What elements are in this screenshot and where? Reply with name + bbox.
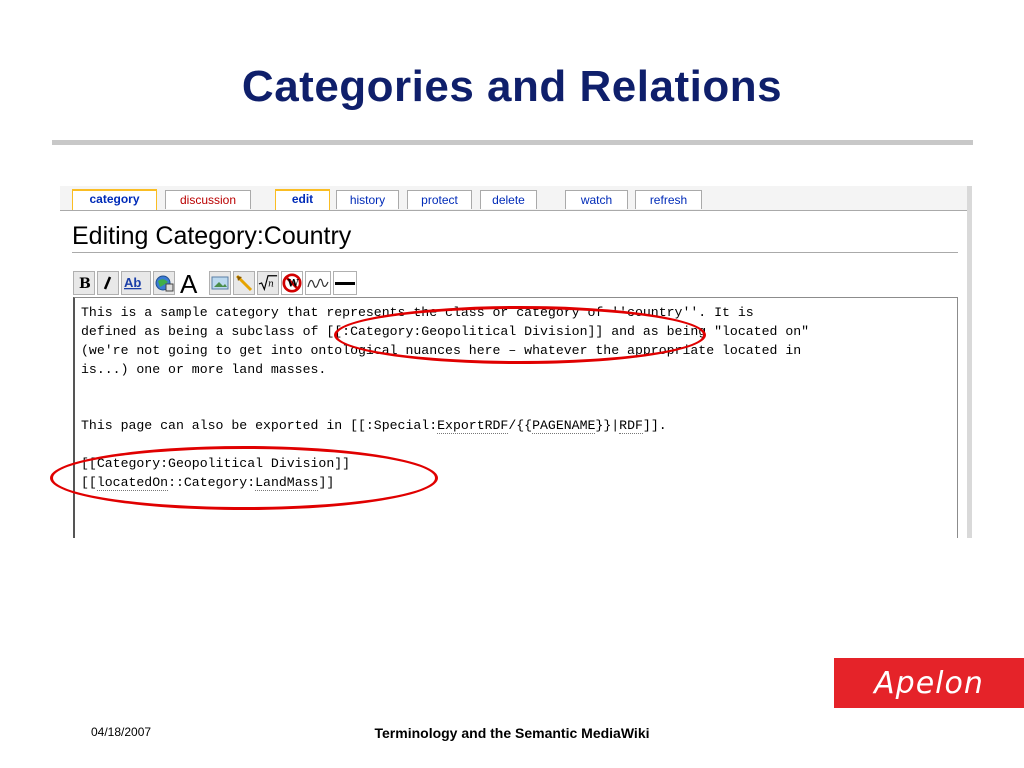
bold-icon[interactable] <box>73 271 95 295</box>
tab-watch[interactable]: watch <box>565 190 628 209</box>
footer-title: Terminology and the Semantic MediaWiki <box>374 725 650 741</box>
media-icon[interactable] <box>233 271 255 295</box>
external-link-icon[interactable] <box>153 271 175 295</box>
image-icon[interactable] <box>209 271 231 295</box>
slide-title: Categories and Relations <box>241 62 783 111</box>
editor-link-landmass: LandMass <box>255 475 319 490</box>
editor-text: ]]. <box>642 418 667 433</box>
tab-category[interactable]: category <box>72 189 157 210</box>
editor-line-2: defined as being a subclass of [[:Category:Geopolitical Division]] and as being "located on" <box>81 324 810 339</box>
logo-text: Apelon <box>874 665 984 701</box>
edit-textarea[interactable] <box>73 297 958 538</box>
horizontal-line-icon[interactable] <box>333 271 357 295</box>
headline-label: A <box>180 271 198 295</box>
nowiki-icon[interactable] <box>281 271 303 295</box>
editor-link-locatedon: locatedOn <box>96 475 169 490</box>
apelon-logo <box>834 658 1024 708</box>
editor-line-6: [[Category:Geopolitical Division]] <box>81 456 351 471</box>
svg-text:W: W <box>287 278 299 290</box>
math-icon[interactable] <box>257 271 279 295</box>
svg-text:n: n <box>268 279 274 290</box>
editor-link-exportrdf: ExportRDF <box>437 418 509 433</box>
tab-discussion[interactable]: discussion <box>165 190 251 209</box>
editor-text: [[ <box>81 475 97 490</box>
title-divider <box>52 140 973 145</box>
editor-text: ]] <box>318 475 335 490</box>
editor-line-1: This is a sample category that represents the class or category of ''country''. It is <box>81 305 754 320</box>
tab-history[interactable]: history <box>336 190 399 209</box>
editor-text: /{{ <box>508 418 533 433</box>
tab-refresh[interactable]: refresh <box>635 190 702 209</box>
editor-line-3: (we're not going to get into ontological nuances here – whatever the appropriate located in <box>81 343 802 358</box>
wiki-tab-bar <box>60 186 967 211</box>
signature-icon[interactable] <box>305 271 331 295</box>
editor-link-pagename: PAGENAME <box>532 418 596 433</box>
editor-text: ::Category: <box>168 475 256 490</box>
heading-divider <box>72 252 958 253</box>
editor-text: This page can also be exported in [[:Special: <box>81 418 438 433</box>
editor-line-7 <box>81 475 334 490</box>
tab-protect[interactable]: protect <box>407 190 472 209</box>
italic-icon[interactable] <box>97 271 119 295</box>
tab-delete[interactable]: delete <box>480 190 537 209</box>
editor-link-rdf: RDF <box>619 418 643 433</box>
editor-line-5 <box>81 418 667 433</box>
tab-edit[interactable]: edit <box>275 189 330 210</box>
headline-icon[interactable] <box>177 271 207 295</box>
screenshot-border <box>967 186 972 538</box>
wiki-screenshot <box>60 186 972 538</box>
editor-text: }}| <box>595 418 620 433</box>
footer-date: 04/18/2007 <box>91 725 152 739</box>
internal-link-icon[interactable] <box>121 271 151 295</box>
link-label: Ab <box>124 275 142 290</box>
editor-line-4: is...) one or more land masses. <box>81 362 327 377</box>
bold-label: B <box>79 276 91 292</box>
page-heading: Editing Category:Country <box>72 222 352 250</box>
